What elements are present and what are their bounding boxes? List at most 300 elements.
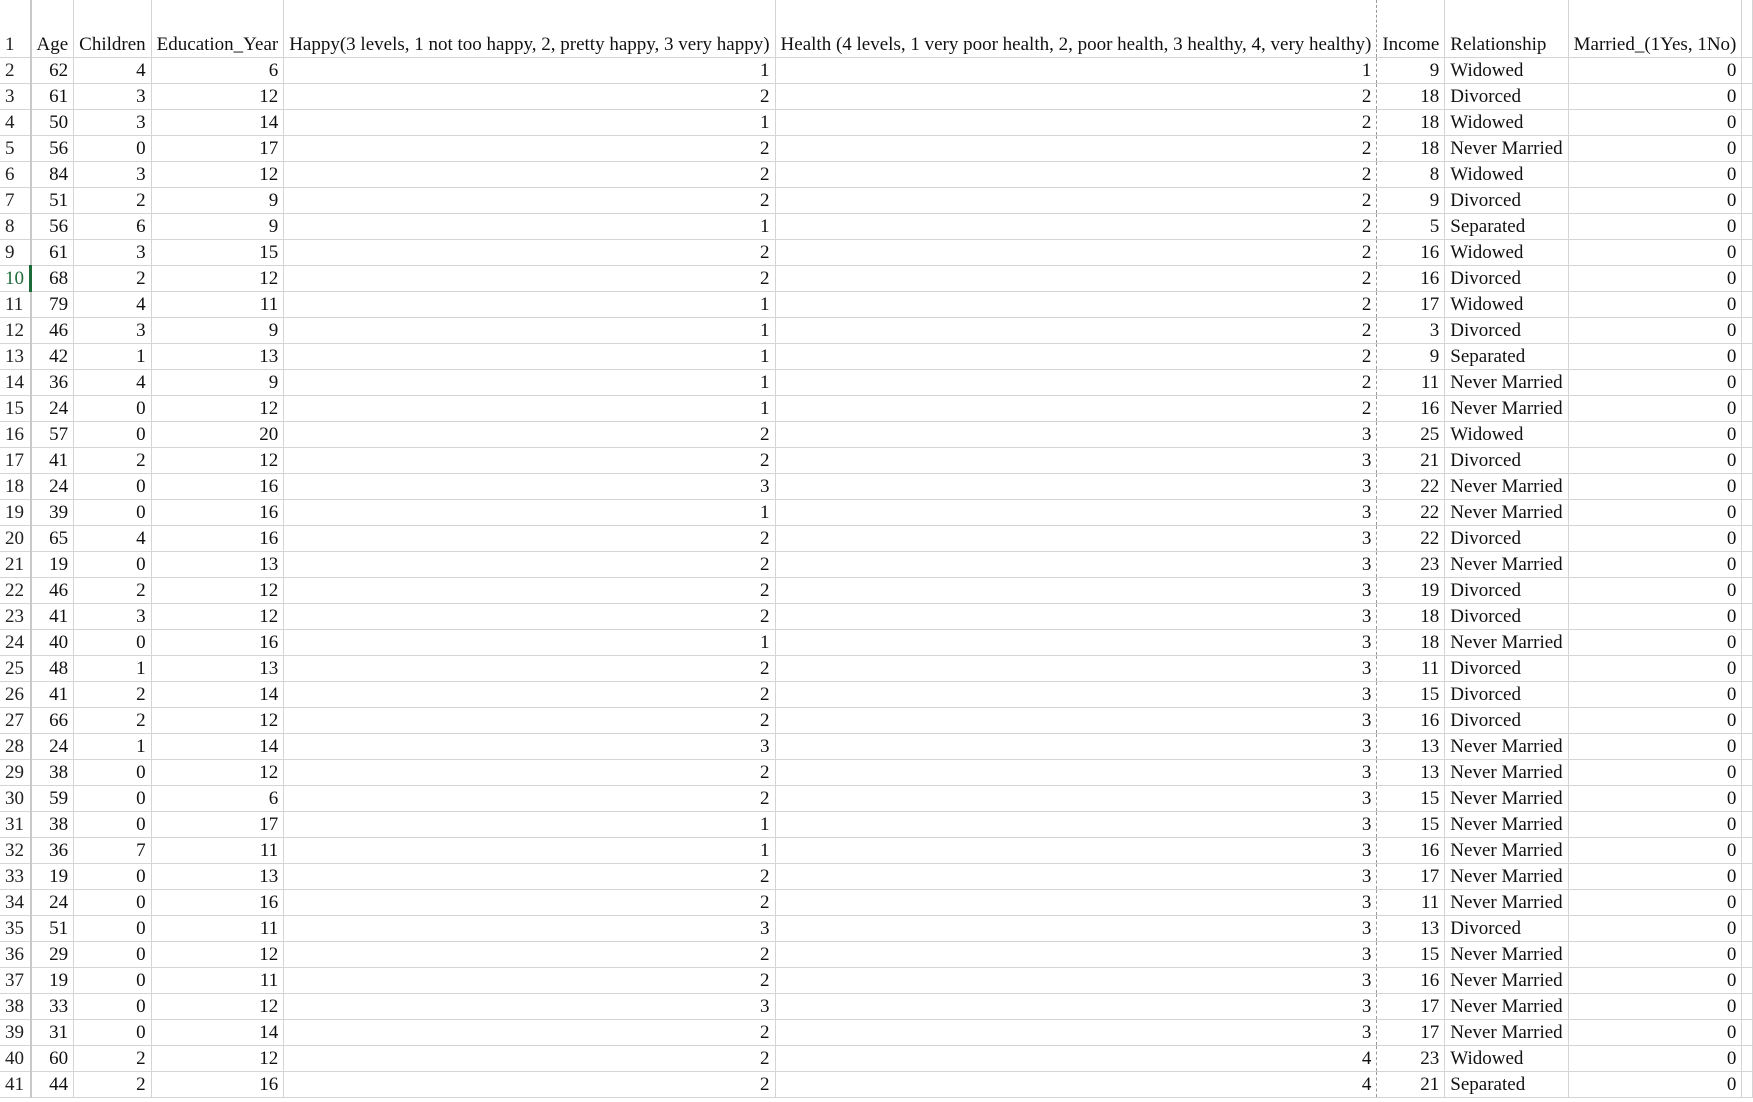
empty-cell[interactable]	[1742, 110, 1753, 136]
cell-happy[interactable]: 3	[284, 734, 775, 760]
cell-children[interactable]: 0	[74, 1020, 152, 1046]
cell-children[interactable]: 3	[74, 162, 152, 188]
cell-relationship[interactable]: Divorced	[1445, 604, 1568, 630]
row-header[interactable]: 29	[0, 760, 31, 786]
cell-relationship[interactable]: Never Married	[1445, 1020, 1568, 1046]
cell-education-year[interactable]: 14	[151, 1020, 284, 1046]
cell-age[interactable]: 19	[31, 968, 74, 994]
cell-happy[interactable]: 1	[284, 370, 775, 396]
row-header[interactable]: 9	[0, 240, 31, 266]
cell-age[interactable]: 59	[31, 786, 74, 812]
cell-children[interactable]: 4	[74, 370, 152, 396]
row-header[interactable]: 34	[0, 890, 31, 916]
cell-relationship[interactable]: Widowed	[1445, 1046, 1568, 1072]
cell-married[interactable]: 0	[1568, 604, 1742, 630]
row-header[interactable]: 38	[0, 994, 31, 1020]
empty-cell[interactable]	[1742, 968, 1753, 994]
cell-married[interactable]: 0	[1568, 968, 1742, 994]
cell-relationship[interactable]: Separated	[1445, 214, 1568, 240]
row-header[interactable]: 28	[0, 734, 31, 760]
cell-education-year[interactable]: 15	[151, 240, 284, 266]
cell-relationship[interactable]: Never Married	[1445, 812, 1568, 838]
cell-age[interactable]: 38	[31, 760, 74, 786]
row-header[interactable]: 5	[0, 136, 31, 162]
cell-age[interactable]: 41	[31, 682, 74, 708]
cell-education-year[interactable]: 12	[151, 708, 284, 734]
cell-education-year[interactable]: 11	[151, 292, 284, 318]
cell-age[interactable]: 57	[31, 422, 74, 448]
cell-income[interactable]: 16	[1377, 266, 1445, 292]
cell-income[interactable]: 3	[1377, 318, 1445, 344]
cell-education-year[interactable]: 14	[151, 682, 284, 708]
cell-income[interactable]: 18	[1377, 630, 1445, 656]
row-header[interactable]: 33	[0, 864, 31, 890]
cell-married[interactable]: 0	[1568, 136, 1742, 162]
cell-income[interactable]: 11	[1377, 656, 1445, 682]
empty-cell[interactable]	[1742, 1020, 1753, 1046]
row-header[interactable]: 25	[0, 656, 31, 682]
cell-happy[interactable]: 2	[284, 240, 775, 266]
cell-age[interactable]: 48	[31, 656, 74, 682]
cell-income[interactable]: 17	[1377, 994, 1445, 1020]
cell-education-year[interactable]: 9	[151, 370, 284, 396]
cell-relationship[interactable]: Never Married	[1445, 968, 1568, 994]
cell-married[interactable]: 0	[1568, 526, 1742, 552]
cell-children[interactable]: 4	[74, 526, 152, 552]
header-cell-age[interactable]: Age	[31, 0, 74, 58]
cell-happy[interactable]: 2	[284, 448, 775, 474]
row-header[interactable]: 39	[0, 1020, 31, 1046]
cell-education-year[interactable]: 12	[151, 994, 284, 1020]
cell-happy[interactable]: 2	[284, 526, 775, 552]
cell-income[interactable]: 16	[1377, 968, 1445, 994]
cell-children[interactable]: 2	[74, 188, 152, 214]
cell-age[interactable]: 31	[31, 1020, 74, 1046]
cell-happy[interactable]: 2	[284, 604, 775, 630]
cell-education-year[interactable]: 12	[151, 84, 284, 110]
cell-income[interactable]: 18	[1377, 136, 1445, 162]
empty-cell[interactable]	[1742, 578, 1753, 604]
row-header[interactable]: 15	[0, 396, 31, 422]
cell-relationship[interactable]: Divorced	[1445, 682, 1568, 708]
cell-health[interactable]: 3	[775, 682, 1377, 708]
cell-age[interactable]: 68	[31, 266, 74, 292]
row-header[interactable]: 19	[0, 500, 31, 526]
cell-education-year[interactable]: 16	[151, 1072, 284, 1098]
cell-relationship[interactable]: Never Married	[1445, 474, 1568, 500]
cell-income[interactable]: 21	[1377, 448, 1445, 474]
header-cell-children[interactable]: Children	[74, 0, 152, 58]
cell-married[interactable]: 0	[1568, 942, 1742, 968]
cell-age[interactable]: 65	[31, 526, 74, 552]
empty-cell[interactable]	[1742, 656, 1753, 682]
cell-happy[interactable]: 2	[284, 136, 775, 162]
cell-married[interactable]: 0	[1568, 864, 1742, 890]
cell-health[interactable]: 3	[775, 864, 1377, 890]
cell-children[interactable]: 0	[74, 994, 152, 1020]
cell-children[interactable]: 0	[74, 474, 152, 500]
cell-education-year[interactable]: 12	[151, 448, 284, 474]
cell-income[interactable]: 11	[1377, 890, 1445, 916]
cell-health[interactable]: 2	[775, 370, 1377, 396]
cell-age[interactable]: 39	[31, 500, 74, 526]
empty-cell[interactable]	[1742, 448, 1753, 474]
cell-happy[interactable]: 2	[284, 890, 775, 916]
cell-health[interactable]: 2	[775, 162, 1377, 188]
cell-income[interactable]: 13	[1377, 734, 1445, 760]
cell-income[interactable]: 9	[1377, 58, 1445, 84]
cell-age[interactable]: 66	[31, 708, 74, 734]
cell-education-year[interactable]: 14	[151, 110, 284, 136]
cell-age[interactable]: 56	[31, 214, 74, 240]
cell-income[interactable]: 15	[1377, 682, 1445, 708]
cell-relationship[interactable]: Never Married	[1445, 786, 1568, 812]
cell-relationship[interactable]: Separated	[1445, 344, 1568, 370]
row-header[interactable]: 41	[0, 1072, 31, 1098]
row-header[interactable]: 13	[0, 344, 31, 370]
empty-cell[interactable]	[1742, 682, 1753, 708]
cell-relationship[interactable]: Separated	[1445, 1072, 1568, 1098]
cell-health[interactable]: 2	[775, 136, 1377, 162]
cell-married[interactable]: 0	[1568, 890, 1742, 916]
cell-children[interactable]: 1	[74, 656, 152, 682]
empty-cell[interactable]	[1742, 188, 1753, 214]
row-header[interactable]: 6	[0, 162, 31, 188]
cell-health[interactable]: 3	[775, 604, 1377, 630]
cell-happy[interactable]: 2	[284, 760, 775, 786]
cell-married[interactable]: 0	[1568, 578, 1742, 604]
cell-happy[interactable]: 2	[284, 968, 775, 994]
cell-education-year[interactable]: 11	[151, 916, 284, 942]
empty-cell[interactable]	[1742, 214, 1753, 240]
cell-happy[interactable]: 2	[284, 162, 775, 188]
cell-relationship[interactable]: Widowed	[1445, 292, 1568, 318]
cell-health[interactable]: 3	[775, 578, 1377, 604]
cell-relationship[interactable]: Widowed	[1445, 110, 1568, 136]
cell-married[interactable]: 0	[1568, 708, 1742, 734]
cell-happy[interactable]: 1	[284, 500, 775, 526]
cell-age[interactable]: 46	[31, 578, 74, 604]
cell-health[interactable]: 3	[775, 942, 1377, 968]
cell-married[interactable]: 0	[1568, 1072, 1742, 1098]
cell-education-year[interactable]: 12	[151, 396, 284, 422]
cell-income[interactable]: 16	[1377, 708, 1445, 734]
cell-married[interactable]: 0	[1568, 500, 1742, 526]
cell-health[interactable]: 3	[775, 526, 1377, 552]
cell-children[interactable]: 0	[74, 422, 152, 448]
cell-age[interactable]: 40	[31, 630, 74, 656]
cell-happy[interactable]: 2	[284, 422, 775, 448]
cell-relationship[interactable]: Never Married	[1445, 630, 1568, 656]
cell-education-year[interactable]: 12	[151, 266, 284, 292]
cell-health[interactable]: 3	[775, 968, 1377, 994]
cell-education-year[interactable]: 17	[151, 812, 284, 838]
cell-age[interactable]: 24	[31, 474, 74, 500]
empty-cell[interactable]	[1742, 318, 1753, 344]
cell-income[interactable]: 22	[1377, 500, 1445, 526]
header-cell-income[interactable]: Income	[1377, 0, 1445, 58]
cell-income[interactable]: 8	[1377, 162, 1445, 188]
cell-children[interactable]: 0	[74, 864, 152, 890]
cell-health[interactable]: 3	[775, 500, 1377, 526]
cell-happy[interactable]: 2	[284, 84, 775, 110]
cell-age[interactable]: 51	[31, 188, 74, 214]
cell-children[interactable]: 0	[74, 552, 152, 578]
cell-income[interactable]: 15	[1377, 786, 1445, 812]
row-header[interactable]: 40	[0, 1046, 31, 1072]
cell-happy[interactable]: 2	[284, 1020, 775, 1046]
cell-children[interactable]: 6	[74, 214, 152, 240]
cell-relationship[interactable]: Never Married	[1445, 396, 1568, 422]
cell-happy[interactable]: 2	[284, 266, 775, 292]
cell-age[interactable]: 36	[31, 370, 74, 396]
cell-children[interactable]: 2	[74, 682, 152, 708]
cell-education-year[interactable]: 13	[151, 344, 284, 370]
cell-education-year[interactable]: 17	[151, 136, 284, 162]
cell-income[interactable]: 15	[1377, 812, 1445, 838]
row-header[interactable]: 35	[0, 916, 31, 942]
cell-age[interactable]: 19	[31, 864, 74, 890]
cell-married[interactable]: 0	[1568, 370, 1742, 396]
cell-relationship[interactable]: Never Married	[1445, 500, 1568, 526]
row-header[interactable]: 17	[0, 448, 31, 474]
cell-health[interactable]: 3	[775, 838, 1377, 864]
cell-education-year[interactable]: 12	[151, 760, 284, 786]
row-header[interactable]: 12	[0, 318, 31, 344]
cell-children[interactable]: 2	[74, 448, 152, 474]
cell-age[interactable]: 61	[31, 240, 74, 266]
empty-cell[interactable]	[1742, 266, 1753, 292]
cell-relationship[interactable]: Divorced	[1445, 708, 1568, 734]
cell-income[interactable]: 17	[1377, 1020, 1445, 1046]
empty-cell[interactable]	[1742, 1072, 1753, 1098]
cell-income[interactable]: 13	[1377, 760, 1445, 786]
cell-relationship[interactable]: Never Married	[1445, 760, 1568, 786]
cell-age[interactable]: 33	[31, 994, 74, 1020]
cell-children[interactable]: 2	[74, 708, 152, 734]
cell-relationship[interactable]: Never Married	[1445, 370, 1568, 396]
empty-cell[interactable]	[1742, 552, 1753, 578]
empty-cell[interactable]	[1742, 422, 1753, 448]
cell-health[interactable]: 3	[775, 734, 1377, 760]
cell-health[interactable]: 3	[775, 656, 1377, 682]
cell-married[interactable]: 0	[1568, 838, 1742, 864]
cell-income[interactable]: 16	[1377, 838, 1445, 864]
cell-age[interactable]: 38	[31, 812, 74, 838]
cell-children[interactable]: 2	[74, 1072, 152, 1098]
cell-married[interactable]: 0	[1568, 734, 1742, 760]
cell-education-year[interactable]: 12	[151, 942, 284, 968]
empty-cell[interactable]	[1742, 604, 1753, 630]
cell-health[interactable]: 2	[775, 240, 1377, 266]
empty-cell[interactable]	[1742, 162, 1753, 188]
cell-married[interactable]: 0	[1568, 84, 1742, 110]
cell-education-year[interactable]: 16	[151, 890, 284, 916]
cell-health[interactable]: 2	[775, 266, 1377, 292]
empty-cell[interactable]	[1742, 708, 1753, 734]
row-header[interactable]: 20	[0, 526, 31, 552]
cell-relationship[interactable]: Never Married	[1445, 994, 1568, 1020]
cell-children[interactable]: 0	[74, 812, 152, 838]
cell-children[interactable]: 3	[74, 240, 152, 266]
cell-health[interactable]: 3	[775, 916, 1377, 942]
cell-happy[interactable]: 2	[284, 656, 775, 682]
cell-education-year[interactable]: 13	[151, 552, 284, 578]
empty-cell[interactable]	[1742, 396, 1753, 422]
cell-children[interactable]: 0	[74, 630, 152, 656]
cell-age[interactable]: 50	[31, 110, 74, 136]
cell-married[interactable]: 0	[1568, 58, 1742, 84]
cell-children[interactable]: 1	[74, 734, 152, 760]
header-cell-happy[interactable]: Happy(3 levels, 1 not too happy, 2, pretty happy, 3 very happy)	[284, 0, 775, 58]
cell-age[interactable]: 44	[31, 1072, 74, 1098]
empty-cell[interactable]	[1742, 344, 1753, 370]
cell-education-year[interactable]: 12	[151, 162, 284, 188]
cell-children[interactable]: 3	[74, 604, 152, 630]
cell-health[interactable]: 2	[775, 344, 1377, 370]
cell-married[interactable]: 0	[1568, 266, 1742, 292]
cell-relationship[interactable]: Divorced	[1445, 84, 1568, 110]
cell-health[interactable]: 3	[775, 422, 1377, 448]
empty-cell[interactable]	[1742, 630, 1753, 656]
cell-health[interactable]: 1	[775, 58, 1377, 84]
cell-married[interactable]: 0	[1568, 916, 1742, 942]
cell-married[interactable]: 0	[1568, 812, 1742, 838]
cell-married[interactable]: 0	[1568, 292, 1742, 318]
cell-income[interactable]: 22	[1377, 526, 1445, 552]
row-header[interactable]: 3	[0, 84, 31, 110]
cell-married[interactable]: 0	[1568, 240, 1742, 266]
cell-age[interactable]: 62	[31, 58, 74, 84]
cell-relationship[interactable]: Widowed	[1445, 422, 1568, 448]
cell-happy[interactable]: 1	[284, 214, 775, 240]
cell-happy[interactable]: 2	[284, 188, 775, 214]
cell-married[interactable]: 0	[1568, 474, 1742, 500]
cell-health[interactable]: 3	[775, 890, 1377, 916]
cell-age[interactable]: 19	[31, 552, 74, 578]
cell-married[interactable]: 0	[1568, 448, 1742, 474]
cell-age[interactable]: 84	[31, 162, 74, 188]
cell-health[interactable]: 3	[775, 812, 1377, 838]
cell-education-year[interactable]: 16	[151, 500, 284, 526]
empty-cell[interactable]	[1742, 500, 1753, 526]
cell-relationship[interactable]: Never Married	[1445, 864, 1568, 890]
empty-cell[interactable]	[1742, 760, 1753, 786]
cell-health[interactable]: 2	[775, 188, 1377, 214]
cell-education-year[interactable]: 13	[151, 656, 284, 682]
cell-income[interactable]: 5	[1377, 214, 1445, 240]
empty-cell[interactable]	[1742, 58, 1753, 84]
cell-age[interactable]: 41	[31, 604, 74, 630]
cell-married[interactable]: 0	[1568, 786, 1742, 812]
cell-children[interactable]: 0	[74, 890, 152, 916]
cell-education-year[interactable]: 6	[151, 786, 284, 812]
cell-children[interactable]: 2	[74, 1046, 152, 1072]
empty-cell[interactable]	[1742, 734, 1753, 760]
cell-income[interactable]: 9	[1377, 344, 1445, 370]
cell-health[interactable]: 3	[775, 786, 1377, 812]
row-header[interactable]: 8	[0, 214, 31, 240]
cell-children[interactable]: 3	[74, 84, 152, 110]
cell-health[interactable]: 4	[775, 1046, 1377, 1072]
cell-relationship[interactable]: Never Married	[1445, 942, 1568, 968]
cell-relationship[interactable]: Widowed	[1445, 240, 1568, 266]
cell-children[interactable]: 0	[74, 760, 152, 786]
cell-income[interactable]: 17	[1377, 864, 1445, 890]
empty-cell[interactable]	[1742, 474, 1753, 500]
cell-health[interactable]: 3	[775, 994, 1377, 1020]
empty-cell[interactable]	[1742, 84, 1753, 110]
cell-health[interactable]: 3	[775, 1020, 1377, 1046]
cell-age[interactable]: 24	[31, 890, 74, 916]
empty-cell[interactable]	[1742, 864, 1753, 890]
cell-children[interactable]: 2	[74, 266, 152, 292]
row-header[interactable]: 16	[0, 422, 31, 448]
cell-relationship[interactable]: Never Married	[1445, 734, 1568, 760]
cell-age[interactable]: 46	[31, 318, 74, 344]
cell-health[interactable]: 2	[775, 214, 1377, 240]
cell-married[interactable]: 0	[1568, 188, 1742, 214]
cell-happy[interactable]: 2	[284, 942, 775, 968]
cell-happy[interactable]: 1	[284, 110, 775, 136]
cell-married[interactable]: 0	[1568, 1046, 1742, 1072]
cell-income[interactable]: 9	[1377, 188, 1445, 214]
empty-cell[interactable]	[1742, 890, 1753, 916]
cell-married[interactable]: 0	[1568, 994, 1742, 1020]
cell-education-year[interactable]: 12	[151, 578, 284, 604]
cell-relationship[interactable]: Divorced	[1445, 526, 1568, 552]
cell-happy[interactable]: 2	[284, 1046, 775, 1072]
cell-health[interactable]: 2	[775, 292, 1377, 318]
cell-children[interactable]: 0	[74, 396, 152, 422]
cell-income[interactable]: 18	[1377, 604, 1445, 630]
row-header[interactable]: 14	[0, 370, 31, 396]
cell-children[interactable]: 0	[74, 916, 152, 942]
cell-income[interactable]: 18	[1377, 110, 1445, 136]
header-cell-health[interactable]: Health (4 levels, 1 very poor health, 2, poor health, 3 healthy, 4, very healthy)	[775, 0, 1377, 58]
empty-cell[interactable]	[1742, 942, 1753, 968]
cell-married[interactable]: 0	[1568, 630, 1742, 656]
cell-relationship[interactable]: Never Married	[1445, 552, 1568, 578]
row-header[interactable]: 21	[0, 552, 31, 578]
cell-education-year[interactable]: 9	[151, 318, 284, 344]
row-header[interactable]: 27	[0, 708, 31, 734]
cell-married[interactable]: 0	[1568, 162, 1742, 188]
cell-health[interactable]: 3	[775, 760, 1377, 786]
empty-cell[interactable]	[1742, 526, 1753, 552]
cell-relationship[interactable]: Divorced	[1445, 318, 1568, 344]
cell-happy[interactable]: 1	[284, 58, 775, 84]
row-header[interactable]: 36	[0, 942, 31, 968]
cell-children[interactable]: 3	[74, 318, 152, 344]
cell-happy[interactable]: 2	[284, 682, 775, 708]
cell-age[interactable]: 60	[31, 1046, 74, 1072]
row-header[interactable]: 22	[0, 578, 31, 604]
cell-health[interactable]: 3	[775, 448, 1377, 474]
cell-health[interactable]: 3	[775, 708, 1377, 734]
cell-age[interactable]: 56	[31, 136, 74, 162]
cell-income[interactable]: 19	[1377, 578, 1445, 604]
cell-relationship[interactable]: Divorced	[1445, 188, 1568, 214]
cell-happy[interactable]: 2	[284, 786, 775, 812]
row-header[interactable]: 11	[0, 292, 31, 318]
row-header[interactable]: 26	[0, 682, 31, 708]
row-header[interactable]: 1	[0, 0, 31, 58]
cell-age[interactable]: 42	[31, 344, 74, 370]
empty-cell[interactable]	[1742, 292, 1753, 318]
cell-age[interactable]: 79	[31, 292, 74, 318]
cell-education-year[interactable]: 12	[151, 604, 284, 630]
